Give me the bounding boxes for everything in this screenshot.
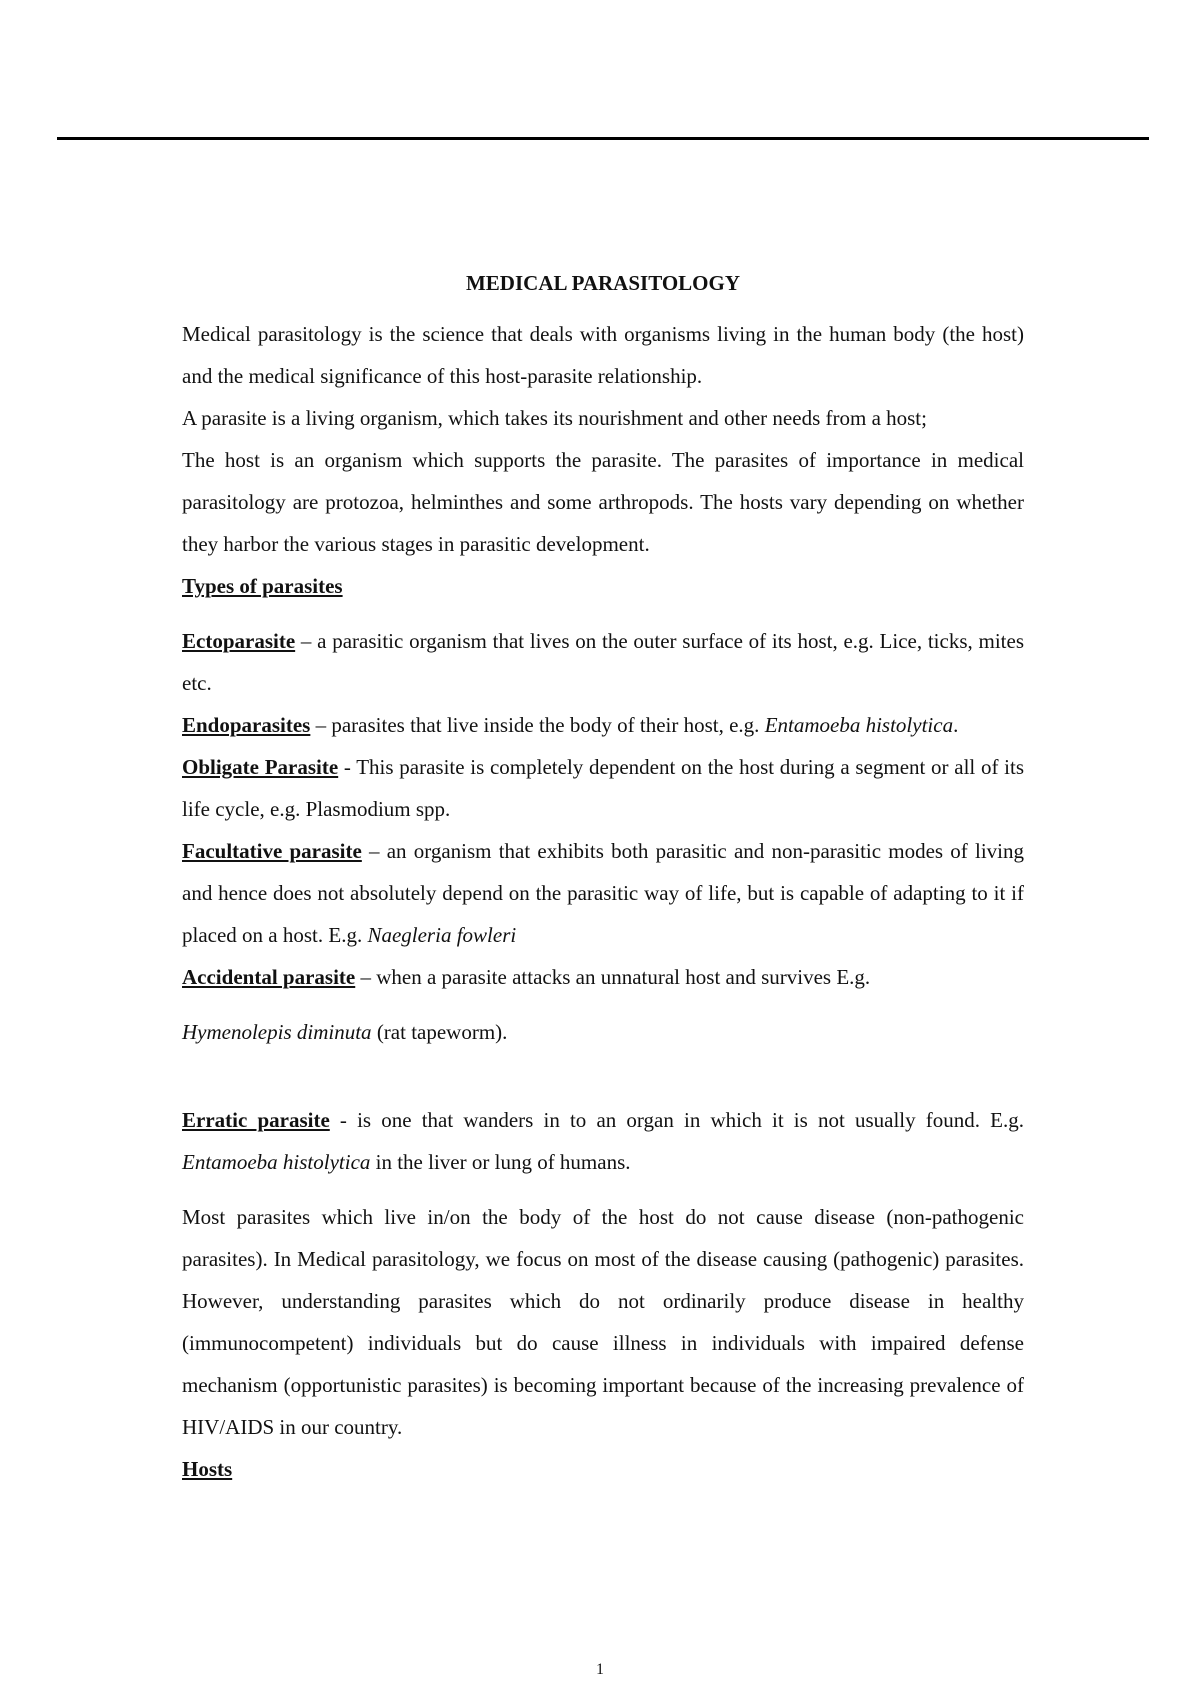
accidental-parasite-text-2: (rat tapeworm). xyxy=(371,1020,508,1044)
document-body xyxy=(182,262,1024,1490)
facultative-parasite-species: Naegleria fowleri xyxy=(367,923,517,947)
header-rule xyxy=(57,137,1149,140)
endoparasites-term: Endoparasites xyxy=(182,713,311,737)
endoparasites-text: – parasites that live inside the body of their host, e.g. xyxy=(310,713,765,737)
facultative-parasite-text: – an organism that exhibits both parasitic and non-parasitic modes of living and hence does not absolutely depend on the parasitic way of life, but is capable of adapting to it if placed on a host. E.g. xyxy=(182,839,1024,947)
erratic-parasite-term: Erratic parasite xyxy=(182,1108,330,1132)
intro-paragraph-3: The host is an organism which supports the parasite. The parasites of importance in medical parasitology are protozoa, helminthes and some arthropods. The hosts vary depending on whether they harbor the various stages in parasitic development. xyxy=(182,448,1024,556)
facultative-parasite-term: Facultative parasite xyxy=(182,839,362,863)
accidental-parasite-term: Accidental parasite xyxy=(182,965,356,989)
erratic-parasite-definition xyxy=(182,1099,1024,1183)
obligate-parasite-text: - This parasite is completely dependent on the host during a segment or all of its life cycle, e.g. Plasmodium spp. xyxy=(182,755,1025,821)
accidental-parasite-species: Hymenolepis diminuta xyxy=(182,1020,372,1044)
types-of-parasites-heading: Types of parasites xyxy=(182,574,343,598)
erratic-parasite-text: - is one that wanders in to an organ in which it is not usually found. E.g. xyxy=(329,1108,1024,1132)
endoparasites-end: . xyxy=(953,713,959,737)
accidental-parasite-text: – when a parasite attacks an unnatural host and survives E.g. xyxy=(355,965,871,989)
intro-paragraph-2: A parasite is a living organism, which takes its nourishment and other needs from a host; xyxy=(182,406,927,430)
ectoparasite-definition xyxy=(182,620,1024,704)
accidental-parasite-example xyxy=(182,1011,1024,1053)
obligate-parasite-definition xyxy=(182,746,1024,830)
erratic-parasite-species: Entamoeba histolytica xyxy=(182,1150,371,1174)
endoparasites-definition xyxy=(182,704,1024,746)
document-title: MEDICAL PARASITOLOGY xyxy=(465,271,740,295)
obligate-parasite-term: Obligate Parasite xyxy=(182,755,339,779)
facultative-parasite-definition xyxy=(182,830,1024,956)
ectoparasite-text: – a parasitic organism that lives on the outer surface of its host, e.g. Lice, ticks, mites etc. xyxy=(182,629,1024,695)
pathogenic-parasites-paragraph: Most parasites which live in/on the body of the host do not cause disease (non-pathogenic parasites). In Medical parasitology, we focus on most of the disease causing (pathogenic) parasites. However, understanding parasites which do not ordinarily produce disease in healthy (immunocompetent) individuals but do cause illness in individuals with impaired defense mechanism (opportunistic parasites) is becoming important because of the increasing prevalence of HIV/AIDS in our country. xyxy=(182,1205,1024,1439)
hosts-heading: Hosts xyxy=(182,1457,233,1481)
erratic-parasite-text-2: in the liver or lung of humans. xyxy=(370,1150,631,1174)
page-number: 1 xyxy=(596,1661,604,1678)
endoparasites-species: Entamoeba histolytica xyxy=(764,713,954,737)
accidental-parasite-definition xyxy=(182,956,1024,998)
ectoparasite-term: Ectoparasite xyxy=(182,629,296,653)
intro-paragraph-1: Medical parasitology is the science that deals with organisms living in the human body (the host) and the medical significance of this host-parasite relationship. xyxy=(182,322,1024,388)
